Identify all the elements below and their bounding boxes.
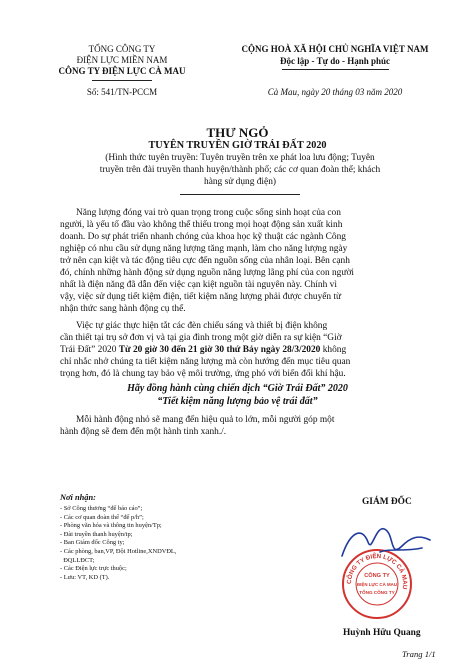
paragraph-2-line: cần thiết tại trụ sở đơn vị và tại gia đình trong một giờ diễn ra sự kiện “Giờ	[60, 333, 342, 343]
campaign-line-2: “Tiết kiệm năng lượng bảo vệ trái đất”	[157, 396, 318, 407]
paragraph-2-line-3	[60, 344, 430, 356]
recipient-item: - Sở Công thương “để báo cáo”;	[60, 505, 143, 512]
recipients-label: Nơi nhận:	[60, 493, 96, 502]
paragraph-1-line: trở nên cạn kiệt và tác động tiêu cực đến nguồn sống của nhân loại. Bên cạnh	[60, 256, 350, 266]
title-underline	[180, 194, 300, 195]
place-date: Cà Mau, ngày 20 tháng 03 năm 2020	[267, 87, 403, 97]
handwritten-signature	[332, 512, 442, 572]
signer-name: Huỳnh Hữu Quang	[343, 628, 421, 638]
paragraph-1	[60, 207, 430, 315]
paragraph-2-line: chỉ nhắc nhở chúng ta tiết kiệm năng lượng mà còn hướng đến mục tiêu quan	[60, 357, 351, 367]
form-line-3: hàng sử dụng điện)	[204, 177, 276, 187]
org-block	[42, 44, 202, 77]
paragraph-1-line: nghiệp có nhu cầu sử dụng năng lượng tăng mạnh, làm cho năng lượng ngày	[60, 244, 348, 254]
paragraph-1-line: nhất là điện năng đã dẫn đến việc cạn kiệt nguồn tài nguyên này. Chính vì	[60, 280, 337, 290]
paragraph-1-line: doanh. Do sự phát triển nhanh chóng của khoa học kỹ thuật các ngành Công	[60, 232, 346, 242]
paragraph-3-line: Mỗi hành động nhỏ sẽ mang đến hiệu quả to lớn, mỗi người góp một	[76, 415, 335, 425]
recipient-item: - Các Điện lực trực thuộc;	[60, 565, 127, 573]
doc-number: Số: 541/TN-PCCM	[86, 87, 158, 97]
recipient-item: - Lưu: VT, KD (T).	[60, 573, 110, 581]
form-line-2: truyền trên đài truyền thanh huyện/thành phố; các cơ quan đoàn thể; khách	[99, 165, 381, 175]
org-line-3: CÔNG TY ĐIỆN LỰC CÀ MAU	[58, 66, 186, 76]
event-label: Trái Đất” 2020	[60, 345, 119, 355]
page-number: Trang 1/1	[402, 649, 436, 659]
paragraph-2-line: Việc tự giác thực hiện tắt các đèn chiếu sáng và thiết bị điện không	[76, 321, 328, 331]
recipient-item: - Các cơ quan đoàn thể “để p/h”;	[60, 513, 144, 521]
nation-title: CỘNG HOÀ XÃ HỘI CHỦ NGHĨA VIỆT NAM	[241, 44, 429, 54]
recipient-item: ĐQLLĐCT;	[60, 556, 95, 564]
paragraph-2	[60, 320, 430, 380]
letter-subject: TUYÊN TRUYỀN GIỜ TRÁI ĐẤT 2020	[148, 140, 327, 151]
recipient-item: - Phòng văn hóa và thông tin huyện/Tp;	[60, 522, 162, 530]
paragraph-1-line: đó, chính những hành động sử dụng nguồn năng lượng lãng phí của con người	[60, 268, 355, 278]
org-line-2: ĐIỆN LỰC MIỀN NAM	[76, 55, 168, 65]
paragraph-1-line: Năng lượng đóng vai trò quan trọng trong cuộc sống sinh hoạt của con	[76, 208, 341, 218]
recipients-list	[60, 505, 176, 582]
form-line-1: (Hình thức tuyên truyền: Tuyên truyền trên xe phát loa lưu động; Tuyên	[105, 153, 375, 163]
form-description	[40, 152, 440, 188]
recipient-item: - Đài truyền thanh huyện/tp;	[60, 530, 133, 538]
letter-kind: THƯ NGỎ	[206, 125, 269, 140]
event-time: Từ 20 giờ 30 đến 21 giờ 30 thứ Bảy ngày 28/3/2020	[118, 345, 321, 355]
campaign-line-1: Hãy đồng hành cùng chiến dịch “Giờ Trái Đất” 2020	[127, 383, 348, 394]
recipient-item: - Các phòng, ban,VP, Đội Hotline,XNDVĐL,	[60, 547, 177, 555]
event-trailer: không	[320, 345, 347, 355]
org-underline	[92, 80, 152, 81]
recipient-item: - Ban Giám đốc Công ty;	[60, 539, 125, 547]
paragraph-1-line: người, là yếu tố đầu vào không thể thiếu trong mọi hoạt động sản xuất kinh	[60, 220, 343, 230]
paragraph-2-line: trọng hơn, đó là chung tay bảo vệ môi trường, ứng phó với biến đổi khí hậu.	[60, 369, 346, 379]
paragraph-1-line: vậy, việc sử dụng tiết kiệm điện, tiết kiệm năng lượng phải được chuyển từ	[60, 292, 342, 302]
motto-underline	[282, 69, 389, 70]
stamp-center-2: ĐIỆN LỰC CÀ MAU	[357, 582, 397, 587]
paragraph-1-line: nhận thức sang hành động cụ thể.	[60, 304, 186, 314]
stamp-outer-text: CÔNG TY ĐIỆN LỰC CÀ MAU	[345, 552, 409, 590]
national-motto: Độc lập - Tự do - Hạnh phúc	[279, 56, 390, 66]
stamp-center-1: CÔNG TY	[364, 573, 390, 579]
paragraph-3-line: hành động sẽ đem đến một hành tinh xanh./.	[60, 427, 227, 437]
org-line-1: TỔNG CÔNG TY	[88, 44, 156, 54]
signer-position: GIÁM ĐỐC	[362, 497, 412, 507]
paragraph-3	[60, 414, 430, 438]
stamp-center-3: TỔNG CÔNG TY	[359, 590, 395, 595]
